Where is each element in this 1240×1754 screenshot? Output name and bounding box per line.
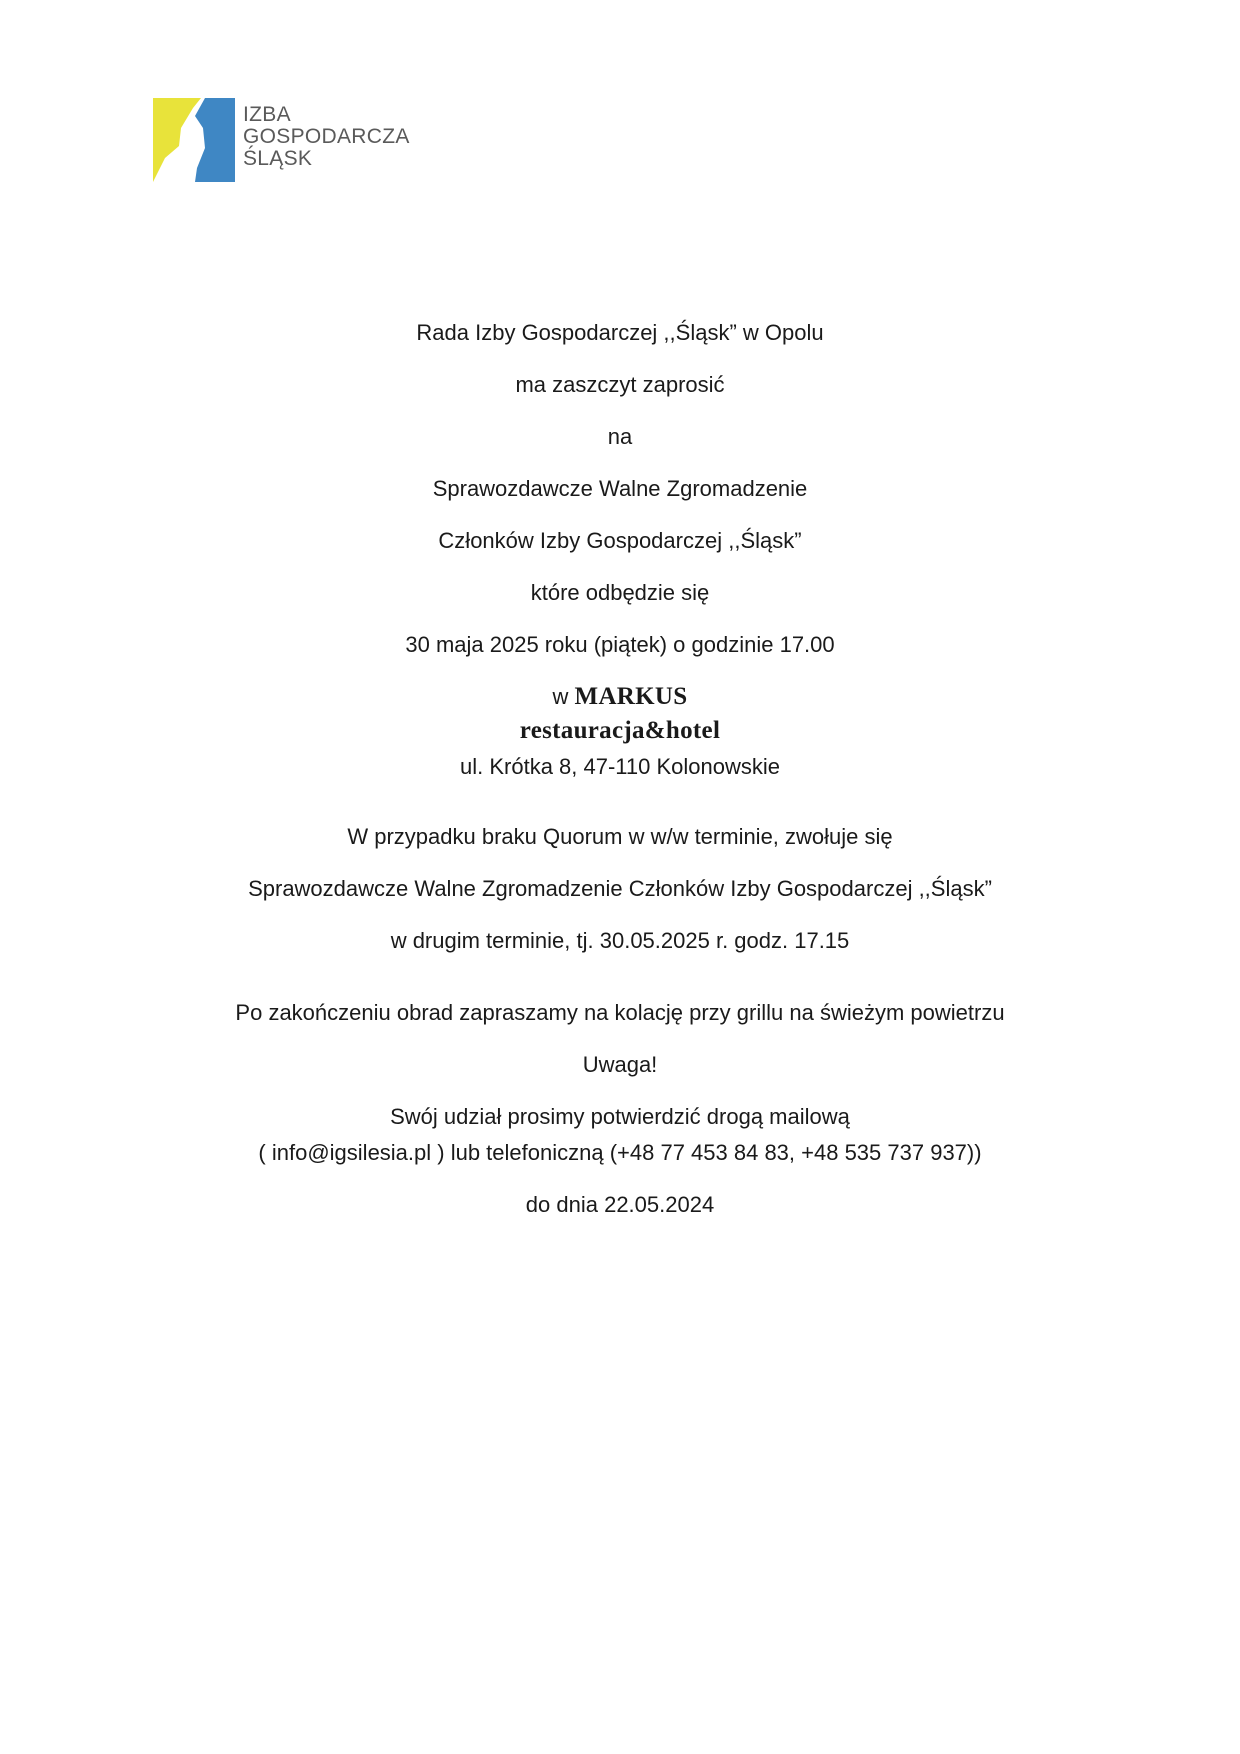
invitation-line-members: Członków Izby Gospodarczej ,,Śląsk” [438, 528, 802, 553]
logo-line-1: IZBA [243, 103, 291, 126]
logo-blue-shape [195, 98, 235, 182]
rsvp-deadline: do dnia 22.05.2024 [525, 1192, 715, 1217]
note-title: Uwaga! [582, 1052, 658, 1077]
dinner-line: Po zakończeniu obrad zapraszamy na kolację przy grillu na świeżym powietrzu [235, 1000, 1005, 1025]
invitation-line-to: na [607, 424, 633, 449]
venue-prefix: w [552, 684, 569, 709]
rsvp-line-1: Swój udział prosimy potwierdzić drogą mailową [390, 1104, 850, 1129]
rsvp-line-2: ( info@igsilesia.pl ) lub telefoniczną (+48 77 453 84 83, +48 535 737 937)) [258, 1140, 982, 1165]
logo-line-2: GOSPODARCZA [243, 125, 410, 148]
invitation-line-invite: ma zaszczyt zaprosić [515, 372, 725, 397]
invitation-line-host: Rada Izby Gospodarczej ,,Śląsk” w Opolu [416, 320, 824, 345]
quorum-line-3: w drugim terminie, tj. 30.05.2025 r. godz. 17.15 [390, 928, 850, 953]
invitation-line-date: 30 maja 2025 roku (piątek) o godzinie 17.00 [405, 632, 835, 657]
quorum-line-2: Sprawozdawcze Walne Zgromadzenie Członków Izby Gospodarczej ,,Śląsk” [248, 876, 992, 901]
venue-line [0, 684, 1240, 710]
logo-wordmark [243, 104, 410, 170]
venue-name: MARKUS [574, 683, 688, 710]
logo-line-3: ŚLĄSK [243, 147, 313, 170]
invitation-line-event: Sprawozdawcze Walne Zgromadzenie [432, 476, 808, 501]
venue-subtitle: restauracja&hotel [519, 717, 721, 744]
logo-yellow-shape [153, 98, 201, 182]
quorum-line-1: W przypadku braku Quorum w w/w terminie, zwołuje się [347, 824, 893, 849]
invitation-line-takes-place: które odbędzie się [530, 580, 710, 605]
venue-address: ul. Krótka 8, 47-110 Kolonowskie [460, 754, 780, 779]
